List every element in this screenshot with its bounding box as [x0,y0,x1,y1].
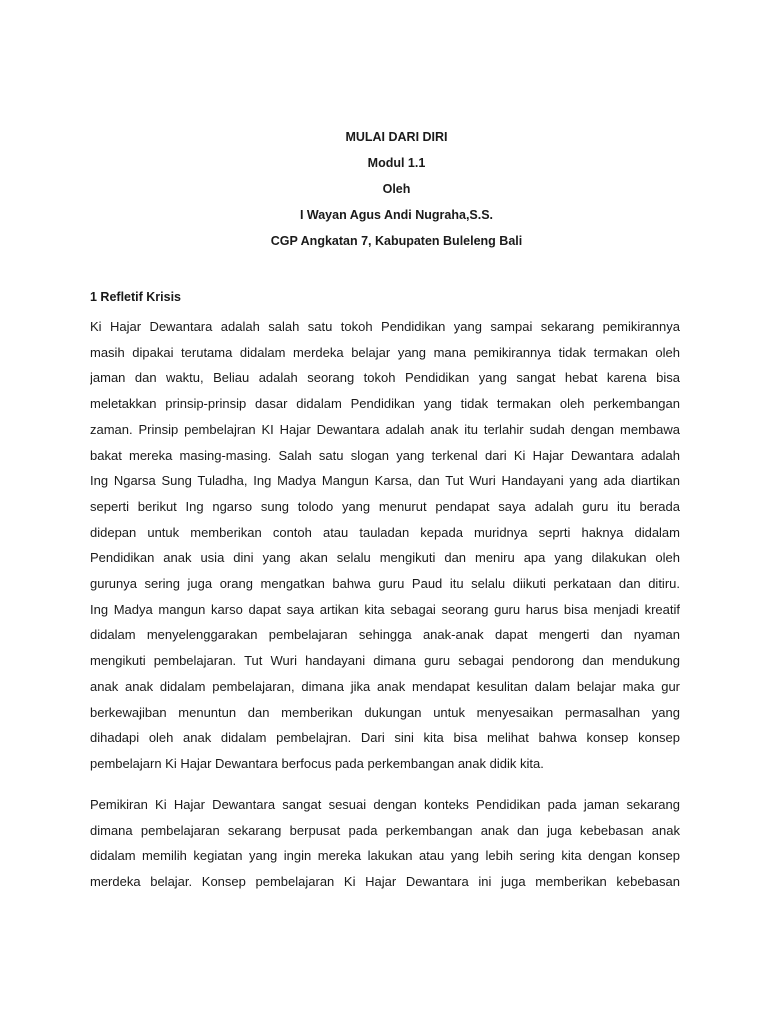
paragraph-2 [90,792,680,895]
paragraph-line: seperti berikut Ing ngarso sung tolodo yang menurut pendapat saya adalah guru itu berada [90,498,680,514]
document-title: MULAI DARI DIRI [345,130,448,144]
paragraph-line: Ki Hajar Dewantara adalah salah satu tokoh Pendidikan yang sampai sekarang pemikirannya [90,319,680,334]
paragraph-line: Pemikiran Ki Hajar Dewantara sangat sesuai dengan konteks Pendidikan pada jaman sekarang [90,797,680,812]
paragraph-line: Ing Madya mangun karso dapat saya artikan kita sebagai seorang guru harus bisa menjadi kreatif [90,601,680,617]
paragraph-line: dihadapi oleh anak didalam pembelajran. Dari sini kita bisa melihat bahwa konsep konsep [90,730,680,746]
author-name: I Wayan Agus Andi Nugraha,S.S. [299,208,494,222]
paragraph-line: didalam memilih kegiatan yang ingin mereka lakukan atau yang lebih sering kita dengan konsep [90,848,680,864]
paragraph-line: merdeka belajar. Konsep pembelajaran Ki Hajar Dewantara ini juga memberikan kebebasan [90,874,680,890]
paragraph-line: zaman. Prinsip pembelajran KI Hajar Dewantara adalah anak itu terlahir sudah dengan membawa [90,421,680,437]
paragraph-line: dimana pembelajaran sekarang berpusat pada perkembangan anak dan juga kebebasan anak [90,822,680,838]
paragraph-line: didalam menyelenggarakan pembelajaran sehingga anak-anak dapat mengerti dan nyaman [90,627,680,643]
paragraph-line: berkewajiban menuntun dan memberikan dukungan untuk menyesaikan permasalhan yang [90,704,680,720]
paragraph-line: masih dipakai terutama didalam merdeka belajar yang mana pemikirannya tidak termakan oleh [90,344,680,360]
paragraph-line: Pendidikan anak usia dini yang akan selalu mengikuti dan meniru apa yang dilakukan oleh [90,550,680,566]
section-heading: 1 Refletif Krisis [90,290,182,304]
paragraph-line: meletakkan prinsip-prinsip dasar didalam Pendidikan yang tidak termakan oleh perkembangan [90,396,680,412]
paragraph-line: gurunya sering juga orang mengatkan bahwa guru Paud itu selalu diikuti perkataan dan ditiru. [90,576,680,592]
paragraph-line: bakat mereka masing-masing. Salah satu slogan yang terkenal dari Ki Hajar Dewantara adalah [90,447,680,463]
paragraph-line: jaman dan waktu, Beliau adalah seorang tokoh Pendidikan yang sangat hebat karena bisa [90,370,680,386]
paragraph-line: pembelajarn Ki Hajar Dewantara berfocus pada perkembangan anak didik kita. [90,755,544,771]
paragraph-1 [90,314,680,777]
by-label: Oleh [382,182,411,196]
paragraph-line: anak anak didalam pembelajaran, dimana jika anak mendapat kesulitan dalam belajar maka gur [90,678,680,694]
paragraph-line: didepan untuk memberikan contoh atau tauladan kepada muridnya seprti haknya didalam [90,524,680,540]
module-label: Modul 1.1 [367,156,426,170]
paragraph-line: mengikuti pembelajaran. Tut Wuri handayani dimana guru sebagai pendorong dan mendukung [90,653,680,669]
title-block [0,124,768,254]
paragraph-line: Ing Ngarsa Sung Tuladha, Ing Madya Mangun Karsa, dan Tut Wuri Handayani yang ada diartikan [90,473,680,489]
author-affiliation: CGP Angkatan 7, Kabupaten Buleleng Bali [270,234,523,248]
